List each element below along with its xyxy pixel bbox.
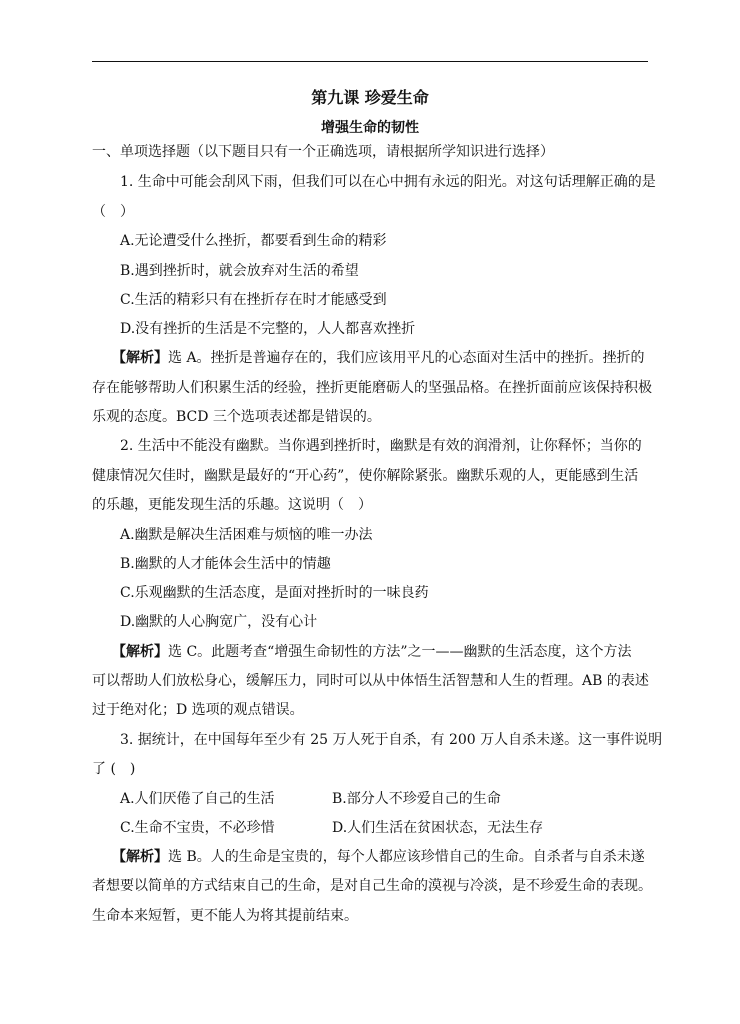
q2-stem-line3: 的乐趣，更能发现生活的乐趣。这说明（ ）: [92, 497, 372, 513]
q3-analysis-line1: [112, 848, 645, 866]
q1-stem-line1: 1. 生命中可能会刮风下雨，但我们可以在心中拥有永远的阳光。对这句话理解正确的是: [120, 174, 656, 190]
q2-option-c: C.乐观幽默的生活态度，是面对挫折时的一味良药: [120, 585, 429, 601]
q3-option-a: A.人们厌倦了自己的生活: [120, 791, 275, 807]
q1-option-a: A.无论遭受什么挫折，都要看到生命的精彩: [120, 233, 387, 249]
q3-analysis-line3: 生命本来短暂，更不能人为将其提前结束。: [92, 908, 358, 924]
q1-option-c: C.生活的精彩只有在挫折存在时才能感受到: [120, 292, 387, 308]
q3-stem-line1: 3. 据统计，在中国每年至少有 25 万人死于自杀，有 200 万人自杀未遂。这一事件说明: [120, 732, 663, 748]
q1-analysis-text: 选 A。挫折是普遍存在的，我们应该用平凡的心态面对生活中的挫折。挫折的: [168, 350, 645, 366]
q2-option-d: D.幽默的人心胸宽广，没有心计: [120, 614, 318, 630]
q1-analysis-line3: 乐观的态度。BCD 三个选项表述都是错误的。: [92, 409, 381, 425]
q2-analysis-line1: [112, 643, 631, 661]
q2-analysis-line3: 过于绝对化；D 选项的观点错误。: [92, 702, 304, 718]
q3-stem-line2: 了 ( ): [92, 761, 136, 777]
q3-option-b: B.部分人不珍爱自己的生命: [332, 791, 501, 807]
q2-option-b: B.幽默的人才能体会生活中的情趣: [120, 556, 331, 572]
q2-analysis-text: 选 C。此题考查“增强生命韧性的方法”之一——幽默的生活态度，这个方法: [168, 644, 632, 660]
q2-stem-line1: 2. 生活中不能没有幽默。当你遇到挫折时，幽默是有效的润滑剂，让你释怀；当你的: [120, 438, 642, 454]
q1-option-d: D.没有挫折的生活是不完整的，人人都喜欢挫折: [120, 321, 416, 337]
q2-analysis-line2: 可以帮助人们放松身心，缓解压力，同时可以从中体悟生活智慧和人生的哲理。AB 的表述: [92, 673, 649, 689]
q1-analysis-line2: 存在能够帮助人们积累生活的经验，挫折更能磨砺人的坚强品格。在挫折面前应该保持积极: [92, 380, 652, 396]
q1-analysis-line1: [112, 349, 645, 367]
q3-option-c: C.生命不宝贵，不必珍惜: [120, 820, 275, 836]
q1-stem-line2: （ ）: [92, 204, 134, 220]
q2-stem-line2: 健康情况欠佳时，幽默是最好的“开心药”，使你解除紧张。幽默乐观的人，更能感到生活: [92, 468, 639, 484]
q2-option-a: A.幽默是解决生活困难与烦恼的唯一办法: [120, 527, 373, 543]
q3-option-d: D.人们生活在贫困状态，无法生存: [332, 820, 544, 836]
lesson-subtitle: 增强生命的韧性: [321, 120, 419, 136]
q1-analysis-label: 【解析】: [112, 350, 168, 366]
q3-analysis-text: 选 B。人的生命是宝贵的，每个人都应该珍惜自己的生命。自杀者与自杀未遂: [168, 849, 645, 865]
q1-option-b: B.遇到挫折时，就会放弃对生活的希望: [120, 263, 359, 279]
section-heading: 一、单项选择题（以下题目只有一个正确选项，请根据所学知识进行选择）: [92, 144, 554, 160]
header-rule: [92, 61, 648, 62]
lesson-title: 第九课 珍爱生命: [311, 88, 429, 107]
q3-analysis-label: 【解析】: [112, 849, 168, 865]
q2-analysis-label: 【解析】: [112, 644, 168, 660]
q3-analysis-line2: 者想要以简单的方式结束自己的生命，是对自己生命的漠视与冷淡，是不珍爱生命的表现。: [92, 878, 652, 894]
